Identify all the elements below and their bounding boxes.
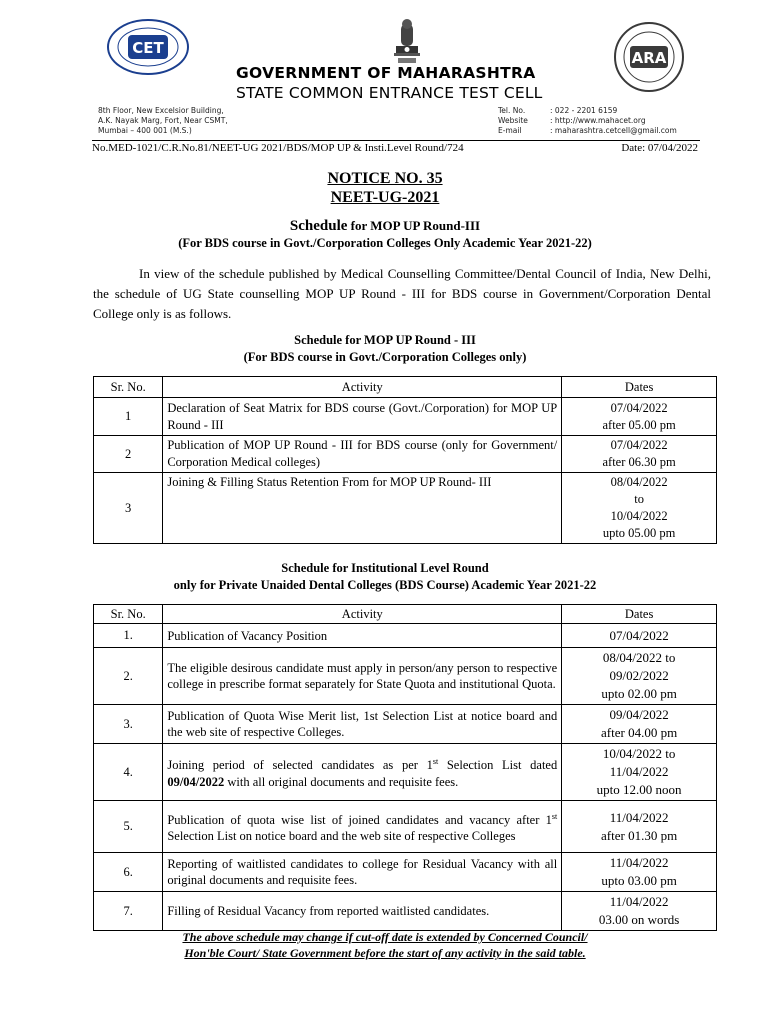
- table-row: [94, 398, 717, 436]
- activity: Publication of MOP UP Round - III for BDS course (only for Government/ Corporation Medical colleges): [163, 436, 562, 473]
- table-row: [94, 436, 717, 473]
- tel-label: Tel. No.: [498, 106, 526, 115]
- col-header-sr: Sr. No.: [94, 377, 163, 398]
- table-row: [94, 624, 717, 648]
- exam-name: NEET-UG-2021: [330, 189, 440, 206]
- date-line: 10/04/2022 to: [602, 746, 676, 761]
- date-line: upto 05.00 pm: [602, 526, 676, 540]
- dates: [562, 398, 717, 436]
- col-header-activity: Activity: [163, 377, 562, 398]
- institutional-round-table: [93, 604, 717, 931]
- date-line: 07/04/2022: [610, 400, 668, 415]
- sr-no: 1: [94, 398, 163, 436]
- date-line: 03.00 on words: [598, 912, 680, 927]
- schedule-round: for MOP UP Round-III: [347, 218, 481, 233]
- ordinal-suffix: st: [432, 757, 439, 767]
- date-line: after 04.00 pm: [601, 725, 678, 740]
- reference-number: No.MED-1021/C.R.No.81/NEET-UG 2021/BDS/MOP UP & Insti.Level Round/724: [92, 142, 464, 154]
- dates: [562, 892, 717, 931]
- col-header-dates: Dates: [562, 605, 717, 624]
- ordinal-suffix: st: [551, 811, 558, 821]
- activity-text: Joining period of selected candidates as per 1: [167, 758, 433, 773]
- activity: Filling of Residual Vacancy from reported waitlisted candidates.: [163, 892, 562, 931]
- sr-no: 5.: [94, 801, 163, 853]
- table-row: [94, 892, 717, 931]
- sr-no: 2.: [94, 648, 163, 705]
- table2-title: Schedule for Institutional Level Round: [281, 561, 489, 575]
- activity-date: 09/04/2022: [167, 774, 225, 789]
- table1-title: Schedule for MOP UP Round - III: [294, 333, 476, 347]
- date-line: to: [634, 492, 644, 506]
- address-line: A.K. Nayak Marg, Fort, Near CSMT,: [98, 116, 228, 125]
- activity: Joining & Filling Status Retention From for MOP UP Round- III: [163, 473, 562, 544]
- dates: [562, 853, 717, 892]
- table-header-row: [94, 605, 717, 624]
- notice-number: NOTICE NO. 35: [327, 170, 443, 187]
- activity-text: Publication of quota wise list of joined candidates and vacancy after 1: [167, 813, 552, 828]
- date-line: 07/04/2022: [609, 627, 669, 643]
- table-row: [94, 801, 717, 853]
- date-line: upto 03.00 pm: [601, 873, 677, 888]
- dates: [562, 436, 717, 473]
- date-line: 10/04/2022: [610, 509, 668, 523]
- activity: Publication of Vacancy Position: [163, 624, 562, 648]
- activity: [163, 744, 562, 801]
- sr-no: 7.: [94, 892, 163, 931]
- table-row: [94, 473, 717, 544]
- col-header-activity: Activity: [163, 605, 562, 624]
- mop-up-schedule-table: [93, 376, 717, 544]
- dates: [562, 801, 717, 853]
- national-emblem-icon: [390, 18, 424, 66]
- table-row: [94, 705, 717, 744]
- table-row: [94, 853, 717, 892]
- email-link[interactable]: : maharashtra.cetcell@gmail.com: [550, 126, 677, 135]
- intro-paragraph: In view of the schedule published by Medical Counselling Committee/Dental Council of India, New Delhi, the schedule of UG State counselling MOP UP Round - III for BDS course in Government/Corporation Dental College only is as follows.: [93, 266, 711, 321]
- activity: Publication of Quota Wise Merit list, 1st Selection List at notice board and the web site of respective Colleges.: [163, 705, 562, 744]
- svg-text:ARA: ARA: [631, 49, 667, 67]
- date-line: after 01.30 pm: [601, 827, 678, 843]
- activity: Reporting of waitlisted candidates to college for Residual Vacancy with all original documents and requisite fees.: [163, 853, 562, 892]
- ara-logo: [606, 20, 692, 94]
- contact-details: [498, 106, 677, 136]
- schedule-heading: [0, 218, 770, 235]
- date-line: 09/02/2022: [609, 668, 669, 683]
- activity-text: Selection List dated: [438, 758, 558, 773]
- schedule-subheading: (For BDS course in Govt./Corporation Colleges Only Academic Year 2021-22): [178, 236, 592, 250]
- activity: The eligible desirous candidate must apply in person/any person to respective college in prescribe format separately for State Quota and institutional Quota.: [163, 648, 562, 705]
- date-line: after 06.30 pm: [602, 455, 676, 469]
- footer-note-line1: The above schedule may change if cut-off date is extended by Concerned Council/: [182, 930, 588, 944]
- date-line: 07/04/2022: [610, 438, 668, 452]
- sr-no: 1.: [94, 624, 163, 648]
- activity: [163, 801, 562, 853]
- sr-no: 4.: [94, 744, 163, 801]
- col-header-sr: Sr. No.: [94, 605, 163, 624]
- website-label: Website: [498, 116, 528, 125]
- sr-no: 3.: [94, 705, 163, 744]
- date-line: 11/04/2022: [609, 894, 669, 909]
- schedule-word: Schedule: [289, 218, 348, 234]
- table-row: [94, 648, 717, 705]
- dates: [562, 648, 717, 705]
- government-title: GOVERNMENT OF MAHARASHTRA: [236, 64, 536, 82]
- svg-text:CET: CET: [132, 39, 164, 57]
- dates: [562, 705, 717, 744]
- cell-title: STATE COMMON ENTRANCE TEST CELL: [236, 84, 543, 102]
- date-line: 11/04/2022: [609, 855, 669, 870]
- table1-subtitle: (For BDS course in Govt./Corporation Colleges only): [243, 350, 527, 364]
- cet-logo: [106, 18, 190, 76]
- table-row: [94, 744, 717, 801]
- dates: [562, 624, 717, 648]
- date-line: 08/04/2022: [610, 475, 668, 489]
- activity-text: with all original documents and requisite fees.: [224, 774, 459, 789]
- table-header-row: [94, 377, 717, 398]
- date-line: 09/04/2022: [609, 707, 669, 722]
- sr-no: 6.: [94, 853, 163, 892]
- table2-subtitle: only for Private Unaided Dental Colleges (BDS Course) Academic Year 2021-22: [173, 578, 597, 592]
- date-line: 11/04/2022: [609, 764, 669, 779]
- address-line: Mumbai – 400 001 (M.S.): [98, 126, 192, 135]
- dates: [562, 744, 717, 801]
- website-link[interactable]: : http://www.mahacet.org: [550, 116, 646, 125]
- tel-value: : 022 - 2201 6159: [550, 106, 618, 115]
- date-line: upto 12.00 noon: [596, 782, 682, 797]
- sr-no: 3: [94, 473, 163, 544]
- office-address: [98, 106, 228, 136]
- sr-no: 2: [94, 436, 163, 473]
- date-line: upto 02.00 pm: [601, 686, 677, 701]
- header-divider: [92, 140, 700, 141]
- email-label: E-mail: [498, 126, 522, 135]
- activity: Declaration of Seat Matrix for BDS course (Govt./Corporation) for MOP UP Round - III: [163, 398, 562, 436]
- footer-note-line2: Hon'ble Court/ State Government before the start of any activity in the said table.: [184, 946, 586, 960]
- activity-text: Selection List on notice board and the web site of respective Colleges: [167, 829, 516, 844]
- address-line: 8th Floor, New Excelsior Building,: [98, 106, 224, 115]
- date-line: 11/04/2022: [609, 809, 669, 825]
- dates: [562, 473, 717, 544]
- notice-date: Date: 07/04/2022: [621, 142, 698, 154]
- col-header-dates: Dates: [562, 377, 717, 398]
- date-line: after 05.00 pm: [602, 417, 676, 432]
- date-line: 08/04/2022 to: [602, 650, 676, 665]
